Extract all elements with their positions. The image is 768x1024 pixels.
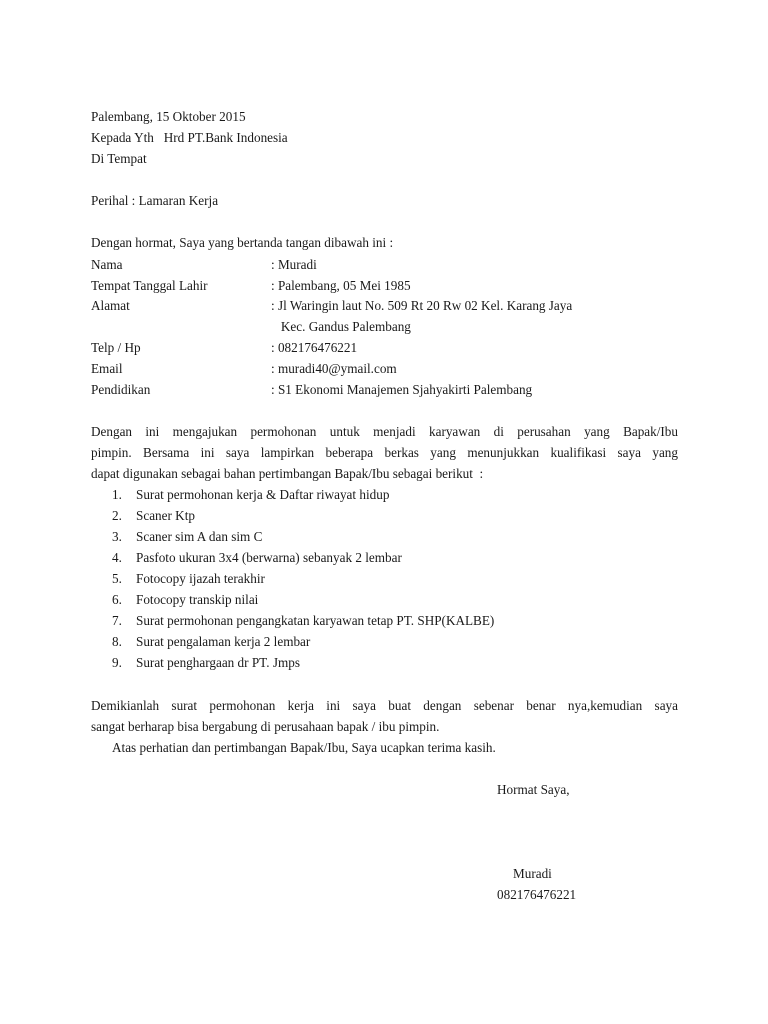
identity-label: Email bbox=[91, 361, 123, 376]
list-item bbox=[112, 655, 300, 671]
list-item bbox=[112, 634, 310, 650]
recipient-location: Di Tempat bbox=[91, 151, 147, 166]
identity-value: : Jl Waringin laut No. 509 Rt 20 Rw 02 Kel. Karang Jaya bbox=[271, 298, 573, 313]
identity-label: Telp / Hp bbox=[91, 340, 141, 355]
list-number: 9. bbox=[112, 655, 122, 670]
list-number: 4. bbox=[112, 550, 122, 565]
list-item bbox=[112, 487, 389, 503]
identity-label: Nama bbox=[91, 257, 123, 272]
list-number: 2. bbox=[112, 508, 122, 523]
list-number: 6. bbox=[112, 592, 122, 607]
identity-value: : muradi40@ymail.com bbox=[271, 361, 397, 376]
list-text: Surat permohonan pengangkatan karyawan tetap PT. SHP(KALBE) bbox=[136, 613, 495, 628]
list-item bbox=[112, 592, 258, 608]
list-number: 1. bbox=[112, 487, 122, 502]
subject-line: Perihal : Lamaran Kerja bbox=[91, 193, 219, 208]
body-line: Dengan ini mengajukan permohonan untuk menjadi karyawan di perusahan yang Bapak/Ibu bbox=[91, 424, 678, 439]
list-item bbox=[112, 508, 195, 524]
list-item bbox=[112, 571, 265, 587]
closing-line: Atas perhatian dan pertimbangan Bapak/Ibu, Saya ucapkan terima kasih. bbox=[112, 740, 496, 755]
list-number: 3. bbox=[112, 529, 122, 544]
list-text: Pasfoto ukuran 3x4 (berwarna) sebanyak 2 lembar bbox=[136, 550, 402, 565]
greeting: Dengan hormat, Saya yang bertanda tangan dibawah ini : bbox=[91, 235, 394, 250]
recipient-line: Kepada Yth Hrd PT.Bank Indonesia bbox=[91, 130, 288, 145]
closing-line: sangat berharap bisa bergabung di perusahaan bapak / ibu pimpin. bbox=[91, 719, 440, 734]
identity-label: Tempat Tanggal Lahir bbox=[91, 278, 208, 293]
list-text: Surat permohonan kerja & Daftar riwayat hidup bbox=[136, 487, 390, 502]
signer-name: Muradi bbox=[513, 866, 552, 881]
list-text: Fotocopy transkip nilai bbox=[136, 592, 259, 607]
identity-label: Pendidikan bbox=[91, 382, 151, 397]
identity-value: : S1 Ekonomi Manajemen Sjahyakirti Palembang bbox=[271, 382, 533, 397]
closing-line: Demikianlah surat permohonan kerja ini saya buat dengan sebenar benar nya,kemudian saya bbox=[91, 698, 678, 713]
identity-value: : 082176476221 bbox=[271, 340, 358, 355]
identity-value: Kec. Gandus Palembang bbox=[271, 319, 411, 334]
list-text: Scaner sim A dan sim C bbox=[136, 529, 263, 544]
regards: Hormat Saya, bbox=[497, 782, 570, 797]
identity-label: Alamat bbox=[91, 298, 130, 313]
list-number: 7. bbox=[112, 613, 122, 628]
identity-value: : Muradi bbox=[271, 257, 317, 272]
list-item bbox=[112, 550, 402, 566]
list-text: Surat pengalaman kerja 2 lembar bbox=[136, 634, 311, 649]
list-number: 8. bbox=[112, 634, 122, 649]
list-text: Surat penghargaan dr PT. Jmps bbox=[136, 655, 300, 670]
body-line: dapat digunakan sebagai bahan pertimbangan Bapak/Ibu sebagai berikut : bbox=[91, 466, 484, 481]
list-text: Scaner Ktp bbox=[136, 508, 195, 523]
place-date: Palembang, 15 Oktober 2015 bbox=[91, 109, 246, 124]
list-number: 5. bbox=[112, 571, 122, 586]
identity-value: : Palembang, 05 Mei 1985 bbox=[271, 278, 411, 293]
signer-phone: 082176476221 bbox=[497, 887, 577, 902]
list-item bbox=[112, 529, 262, 545]
body-line: pimpin. Bersama ini saya lampirkan beberapa berkas yang menunjukkan kualifikasi saya yang bbox=[91, 445, 678, 460]
list-text: Fotocopy ijazah terakhir bbox=[136, 571, 265, 586]
list-item bbox=[112, 613, 494, 629]
